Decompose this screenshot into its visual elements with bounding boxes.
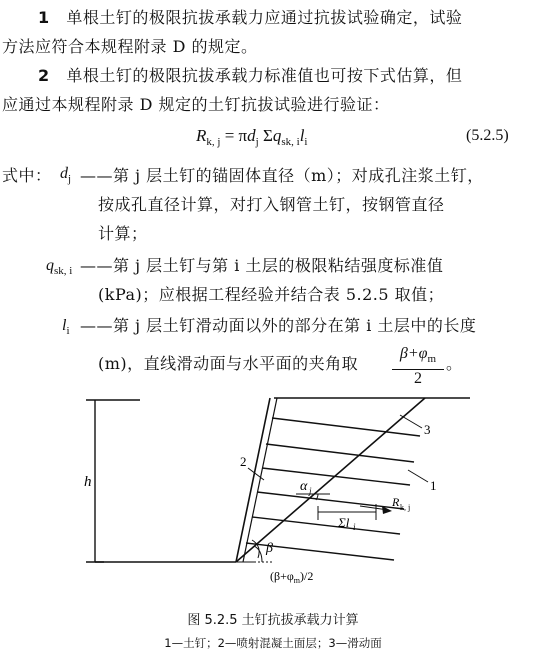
formula-q: q xyxy=(272,126,282,145)
label-beta: β xyxy=(266,541,273,556)
fraction-num-sub: m xyxy=(427,353,437,365)
para2-line2: 应通过本规程附录 D 规定的土钉抗拔试验进行验证： xyxy=(2,95,390,114)
where-l-sub: i xyxy=(66,325,70,337)
para2-text-1: 单根土钉的极限抗拔承载力标准值也可按下式估算，但 xyxy=(66,66,463,85)
formula-eq: = π xyxy=(220,126,248,145)
where-d-line2: 按成孔直径计算，对打入钢管土钉，按钢管直径 xyxy=(98,195,445,214)
where-l-line1: ——第 j 层土钉滑动面以外的部分在第 i 土层中的长度 xyxy=(80,316,477,335)
formula-sigma: Σ xyxy=(258,126,273,145)
label-1: 1 xyxy=(430,478,437,493)
formula-q-sub: sk, i xyxy=(281,136,300,148)
formula-l: l xyxy=(299,126,305,145)
where-q-line2: (kPa)；应根据工程经验并结合表 5.2.5 取值； xyxy=(98,285,445,304)
where-q-line1: ——第 j 层土钉与第 i 土层的极限粘结强度标准值 xyxy=(80,256,444,275)
formula-d: d xyxy=(247,126,256,145)
where-d-sub: j xyxy=(68,173,72,185)
where-d: d xyxy=(60,165,68,182)
where-l-line2: (m)，直线滑动面与水平面的夹角取 xyxy=(98,354,359,373)
bottom-angle-arc xyxy=(254,546,262,562)
where-l-end: 。 xyxy=(446,354,463,373)
label-bottom-end: )/2 xyxy=(300,569,314,583)
para1-line2: 方法应符合本规程附录 D 的规定。 xyxy=(2,37,258,56)
where-d-line1: ——第 j 层土钉的锚固体直径（m）；对成孔注浆土钉， xyxy=(80,166,484,185)
formula-d-sub: j xyxy=(255,136,259,148)
formula-R-sub: k, j xyxy=(206,136,221,148)
equation-number: (5.2.5) xyxy=(466,127,509,144)
formula-l-sub: i xyxy=(304,136,308,148)
figure-caption-legend: 1—土钉；2—喷射混凝土面层；3—滑动面 xyxy=(164,636,382,650)
label-alpha: α xyxy=(300,479,308,494)
soil-nail-4 xyxy=(257,492,404,509)
label-h: h xyxy=(84,474,92,490)
label-alpha-sub: j xyxy=(309,486,312,496)
soil-nail-5 xyxy=(252,517,400,534)
where-q-sub: sk, i xyxy=(54,265,73,277)
leader-3 xyxy=(400,415,422,428)
figure-caption-title: 图 5.2.5 土钉抗拔承载力计算 xyxy=(187,613,359,628)
label-bottom-sub: m xyxy=(293,576,301,585)
para1-number: 1 xyxy=(38,8,50,27)
where-d-line3: 计算； xyxy=(98,224,148,243)
where-l: l xyxy=(62,317,67,334)
fraction-num-text: β+φ xyxy=(399,345,428,362)
fraction-denominator: 2 xyxy=(414,370,422,387)
leader-1 xyxy=(408,470,428,482)
label-R: R xyxy=(392,495,400,509)
para1-text-1: 单根土钉的极限抗拔承载力应通过抗拔试验确定，试验 xyxy=(66,8,463,27)
para2-number: 2 xyxy=(38,66,50,85)
soil-nail-3 xyxy=(262,468,410,485)
formula-R: R xyxy=(196,126,207,145)
label-sum-l: Σl xyxy=(338,515,350,530)
shotcrete-facing-inner xyxy=(243,398,277,562)
where-q: q xyxy=(46,257,54,274)
label-bottom-angle xyxy=(270,569,313,585)
label-R-sub: k, j xyxy=(400,503,411,512)
label-sum-l-sub: i xyxy=(353,522,356,532)
label-bottom-text: (β+φ xyxy=(270,569,294,583)
label-2: 2 xyxy=(240,454,247,469)
label-3: 3 xyxy=(424,422,431,437)
soil-nail-2 xyxy=(266,444,414,462)
where-lead: 式中： xyxy=(2,166,52,185)
